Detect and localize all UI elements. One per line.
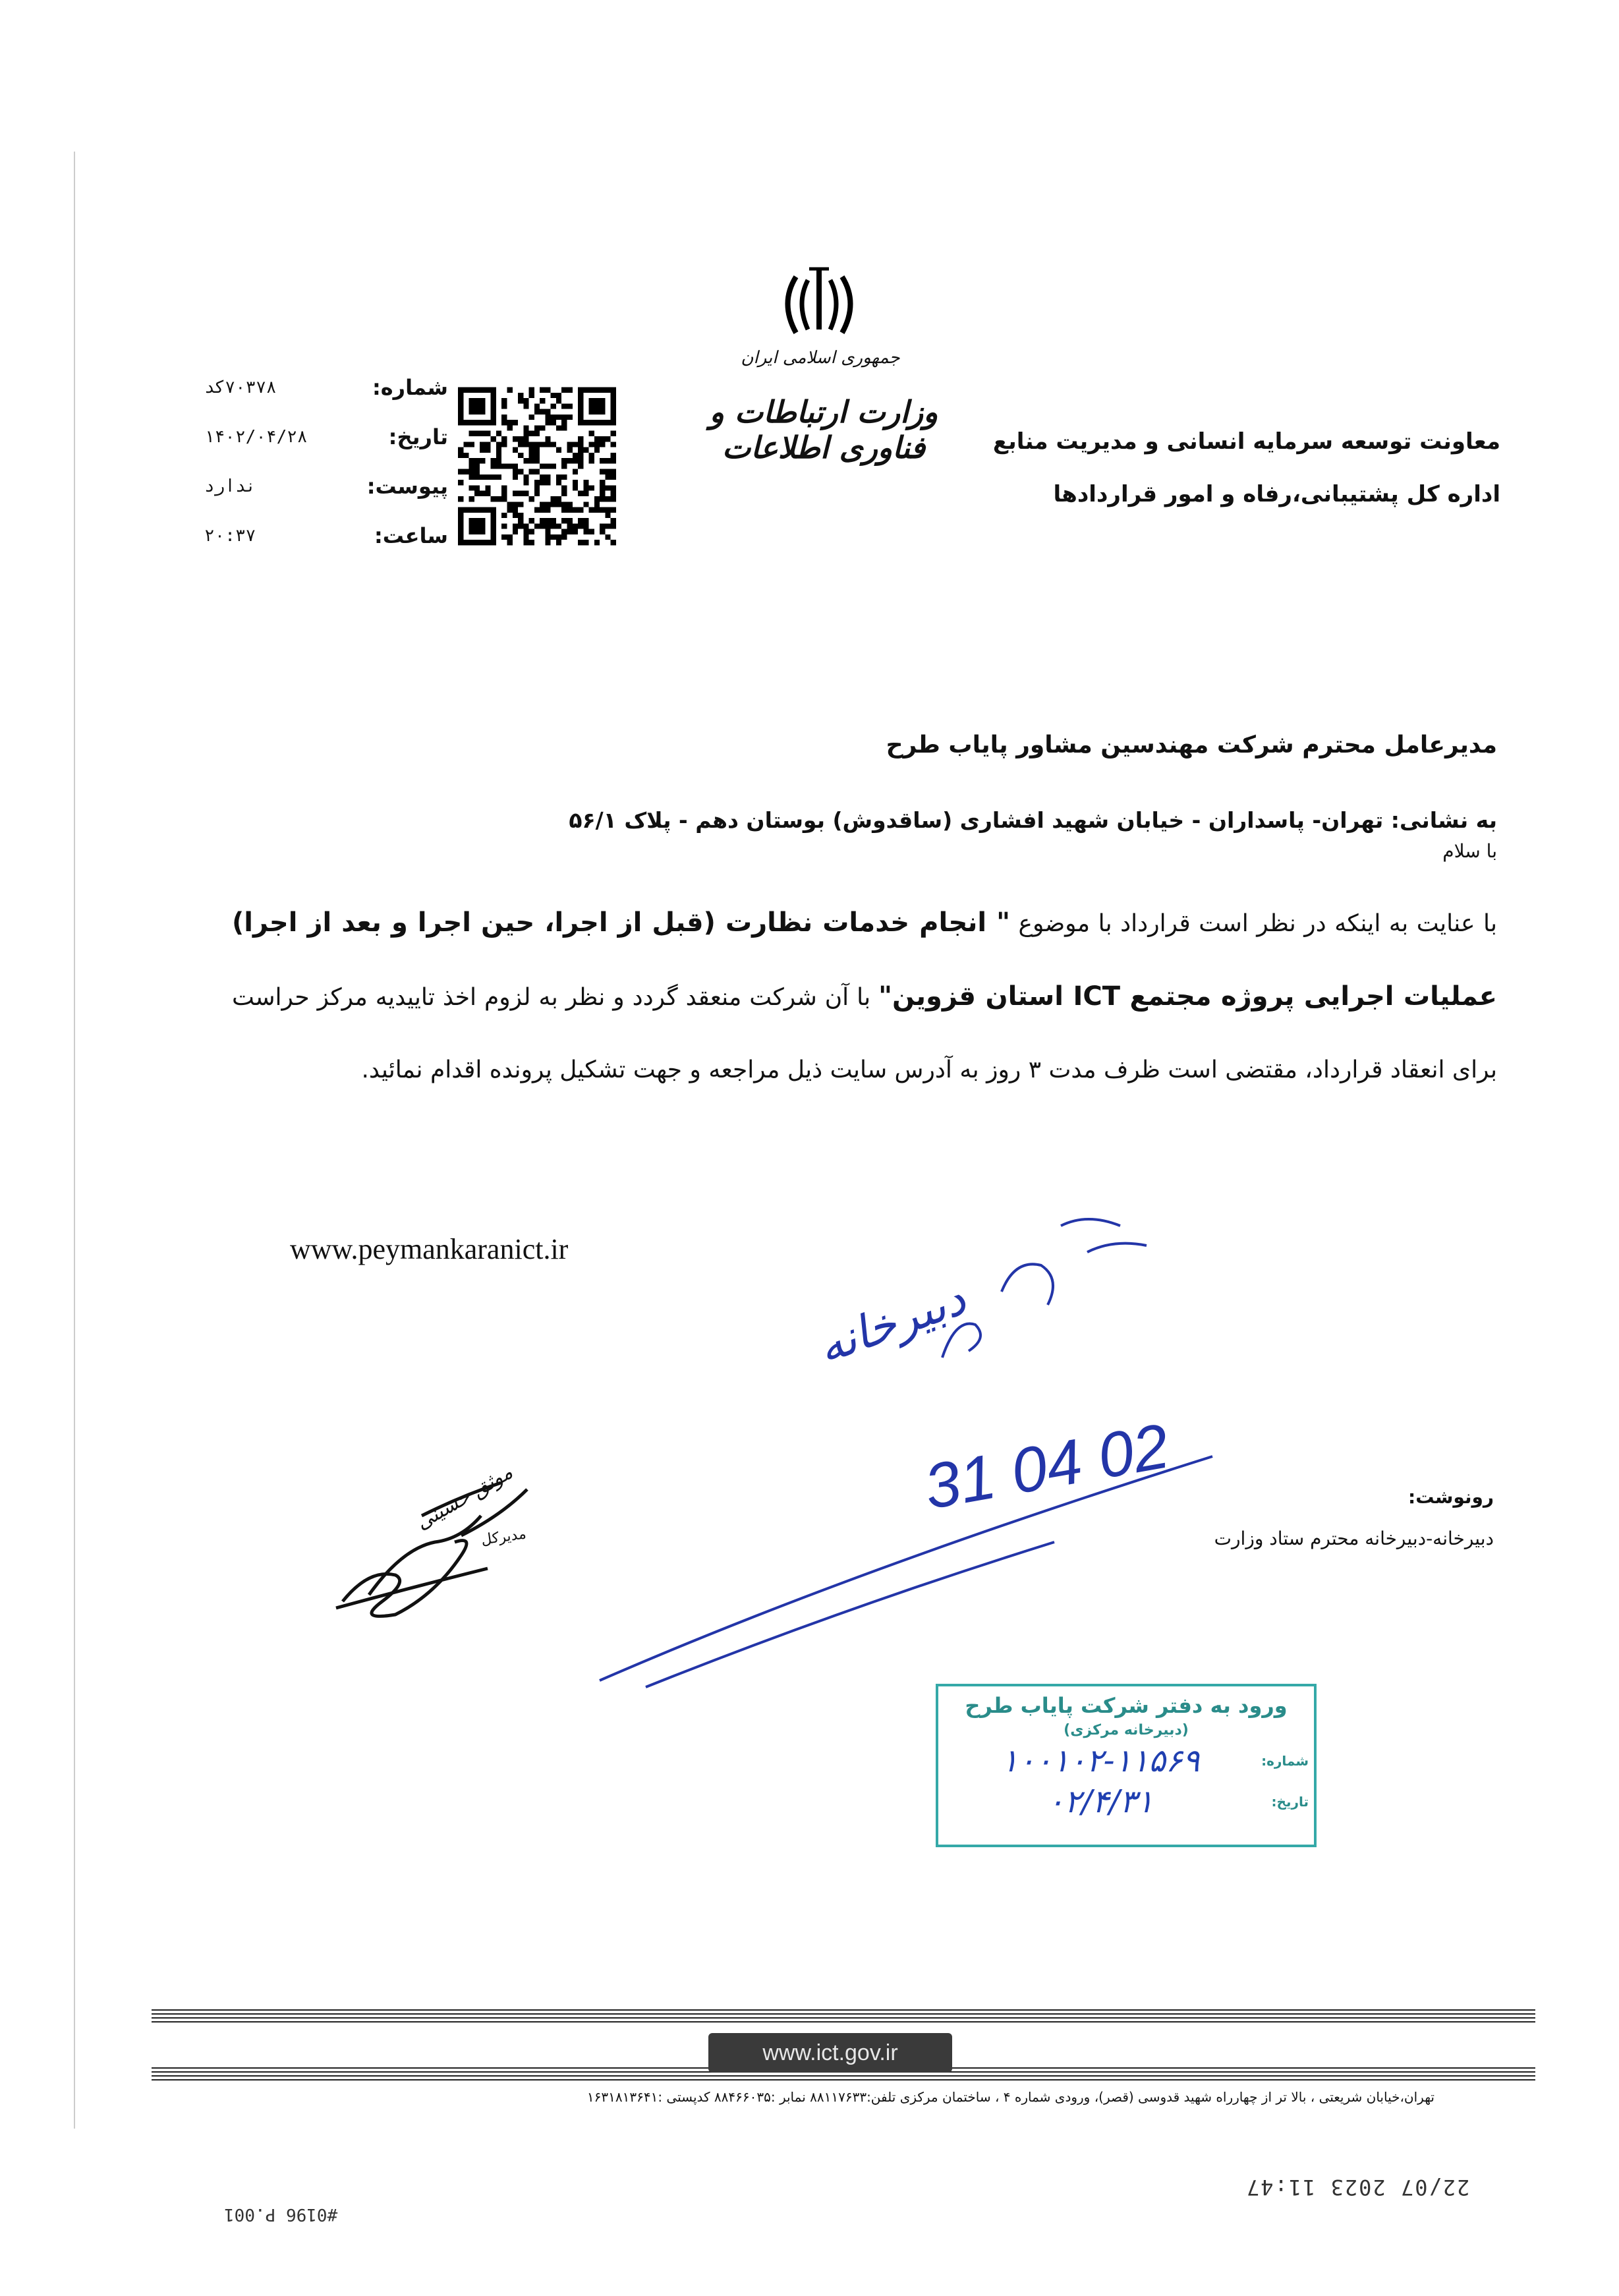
country-name: جمهوری اسلامی ایران — [741, 348, 900, 368]
attachment-value: ندارد — [204, 476, 256, 496]
footer-address: تهران،خیابان شریعتی ، بالا تر از چهارراه شهید قدوسی (قصر)، ورودی شماره ۴ ، ساختمان مرکزی تلفن:۸۸۱۱۷۶۳۳ نمابر :۸۸۴۶۶۰۳۵ کدپستی :۱۶۳۱۸۱۳۶۴۱ — [586, 2089, 1434, 2105]
org-line-2: اداره کل پشتیبانی،رفاه و امور قراردادها — [1053, 481, 1500, 507]
cc-recipient: دبیرخانه-دبیرخانه محترم ستاد وزارت — [1214, 1528, 1494, 1549]
meta-number-row — [198, 362, 448, 412]
para-rest: با آن شرکت منعقد گردد و نظر به لزوم اخذ تاییدیه مرکز حراست برای انعقاد قرارداد، مقتضی است ظرف مدت ۳ روز به آدرس سایت ذیل مراجعه و جهت تشکیل پرونده اقدام نمائید. — [232, 984, 1497, 1083]
fax-page-number: #0196 P.001 — [224, 2204, 338, 2224]
meta-date-row — [198, 412, 448, 461]
time-label: ساعت: — [374, 523, 448, 548]
attachment-label: پیوست: — [366, 473, 448, 499]
stamp-date-value: ۰۲/۴/۳۱ — [1047, 1783, 1154, 1820]
signature-mark — [336, 1483, 527, 1617]
handwritten-note — [600, 1219, 1212, 1687]
iran-emblem-icon — [776, 264, 862, 343]
greeting: با سلام — [1442, 840, 1497, 862]
para-subject: " انجام خدمات نظارت (قبل از اجرا، حین اجرا و بعد از اجرا) عملیات اجرایی پروژه مجتمع ICT استان قزوین" — [232, 907, 1497, 1012]
time-value: ۲۰:۳۷ — [204, 525, 256, 546]
handwritten-date: 31 04 02 — [919, 1410, 1174, 1523]
ministry-name: وزارت ارتباطات و فناوری اطلاعات — [709, 394, 938, 465]
org-header — [907, 415, 1500, 521]
para-intro: با عنایت به اینکه در نظر است قرارداد با موضوع — [1018, 910, 1497, 937]
number-value: ۷۰۳۷۸کد — [204, 377, 277, 397]
stamp-title: ورود به دفتر شرکت پایاب طرح — [965, 1693, 1288, 1718]
fax-timestamp: 22/07 2023 11:47 — [1245, 2175, 1470, 2200]
scan-edge-line — [74, 152, 75, 2129]
address: به نشانی: تهران- پاسداران - خیابان شهید افشاری (ساقدوش) بوستان دهم - پلاک ۵۶/۱ — [569, 807, 1497, 833]
signature-name: موثق حسینی — [412, 1460, 517, 1535]
addressee: مدیرعامل محترم شرکت مهندسین مشاور پایاب طرح — [886, 732, 1497, 759]
letter-paragraph — [232, 886, 1497, 1106]
stamp-number-row — [938, 1742, 1314, 1779]
number-label: شماره: — [372, 374, 448, 400]
stamp-date-label: تاریخ: — [1271, 1794, 1309, 1810]
received-stamp — [936, 1684, 1317, 1847]
date-value: ۱۴۰۲/۰۴/۲۸ — [204, 426, 308, 447]
signatory-title: مدیرکل — [480, 1526, 528, 1549]
qr-code — [458, 386, 616, 547]
meta-time-row — [198, 511, 448, 560]
stamp-subtitle: (دبیرخانه مرکزی) — [1064, 1722, 1189, 1738]
cc-label: رونوشت: — [1408, 1486, 1494, 1508]
footer-website[interactable]: www.ict.gov.ir — [708, 2033, 952, 2073]
registration-website[interactable]: www.peymankaranict.ir — [290, 1233, 569, 1265]
stamp-number-value: ۱۰۰۱۰۲-۱۱۵۶۹ — [1001, 1742, 1200, 1779]
org-line-1: معاونت توسعه سرمایه انسانی و مدیریت منابع — [992, 428, 1500, 455]
handwritten-word: دبیرخانه — [810, 1271, 973, 1375]
stamp-number-label: شماره: — [1261, 1753, 1309, 1769]
date-label: تاریخ: — [388, 424, 448, 449]
stamp-date-row — [938, 1783, 1314, 1820]
letter-meta — [198, 362, 448, 560]
meta-attachment-row — [198, 461, 448, 511]
